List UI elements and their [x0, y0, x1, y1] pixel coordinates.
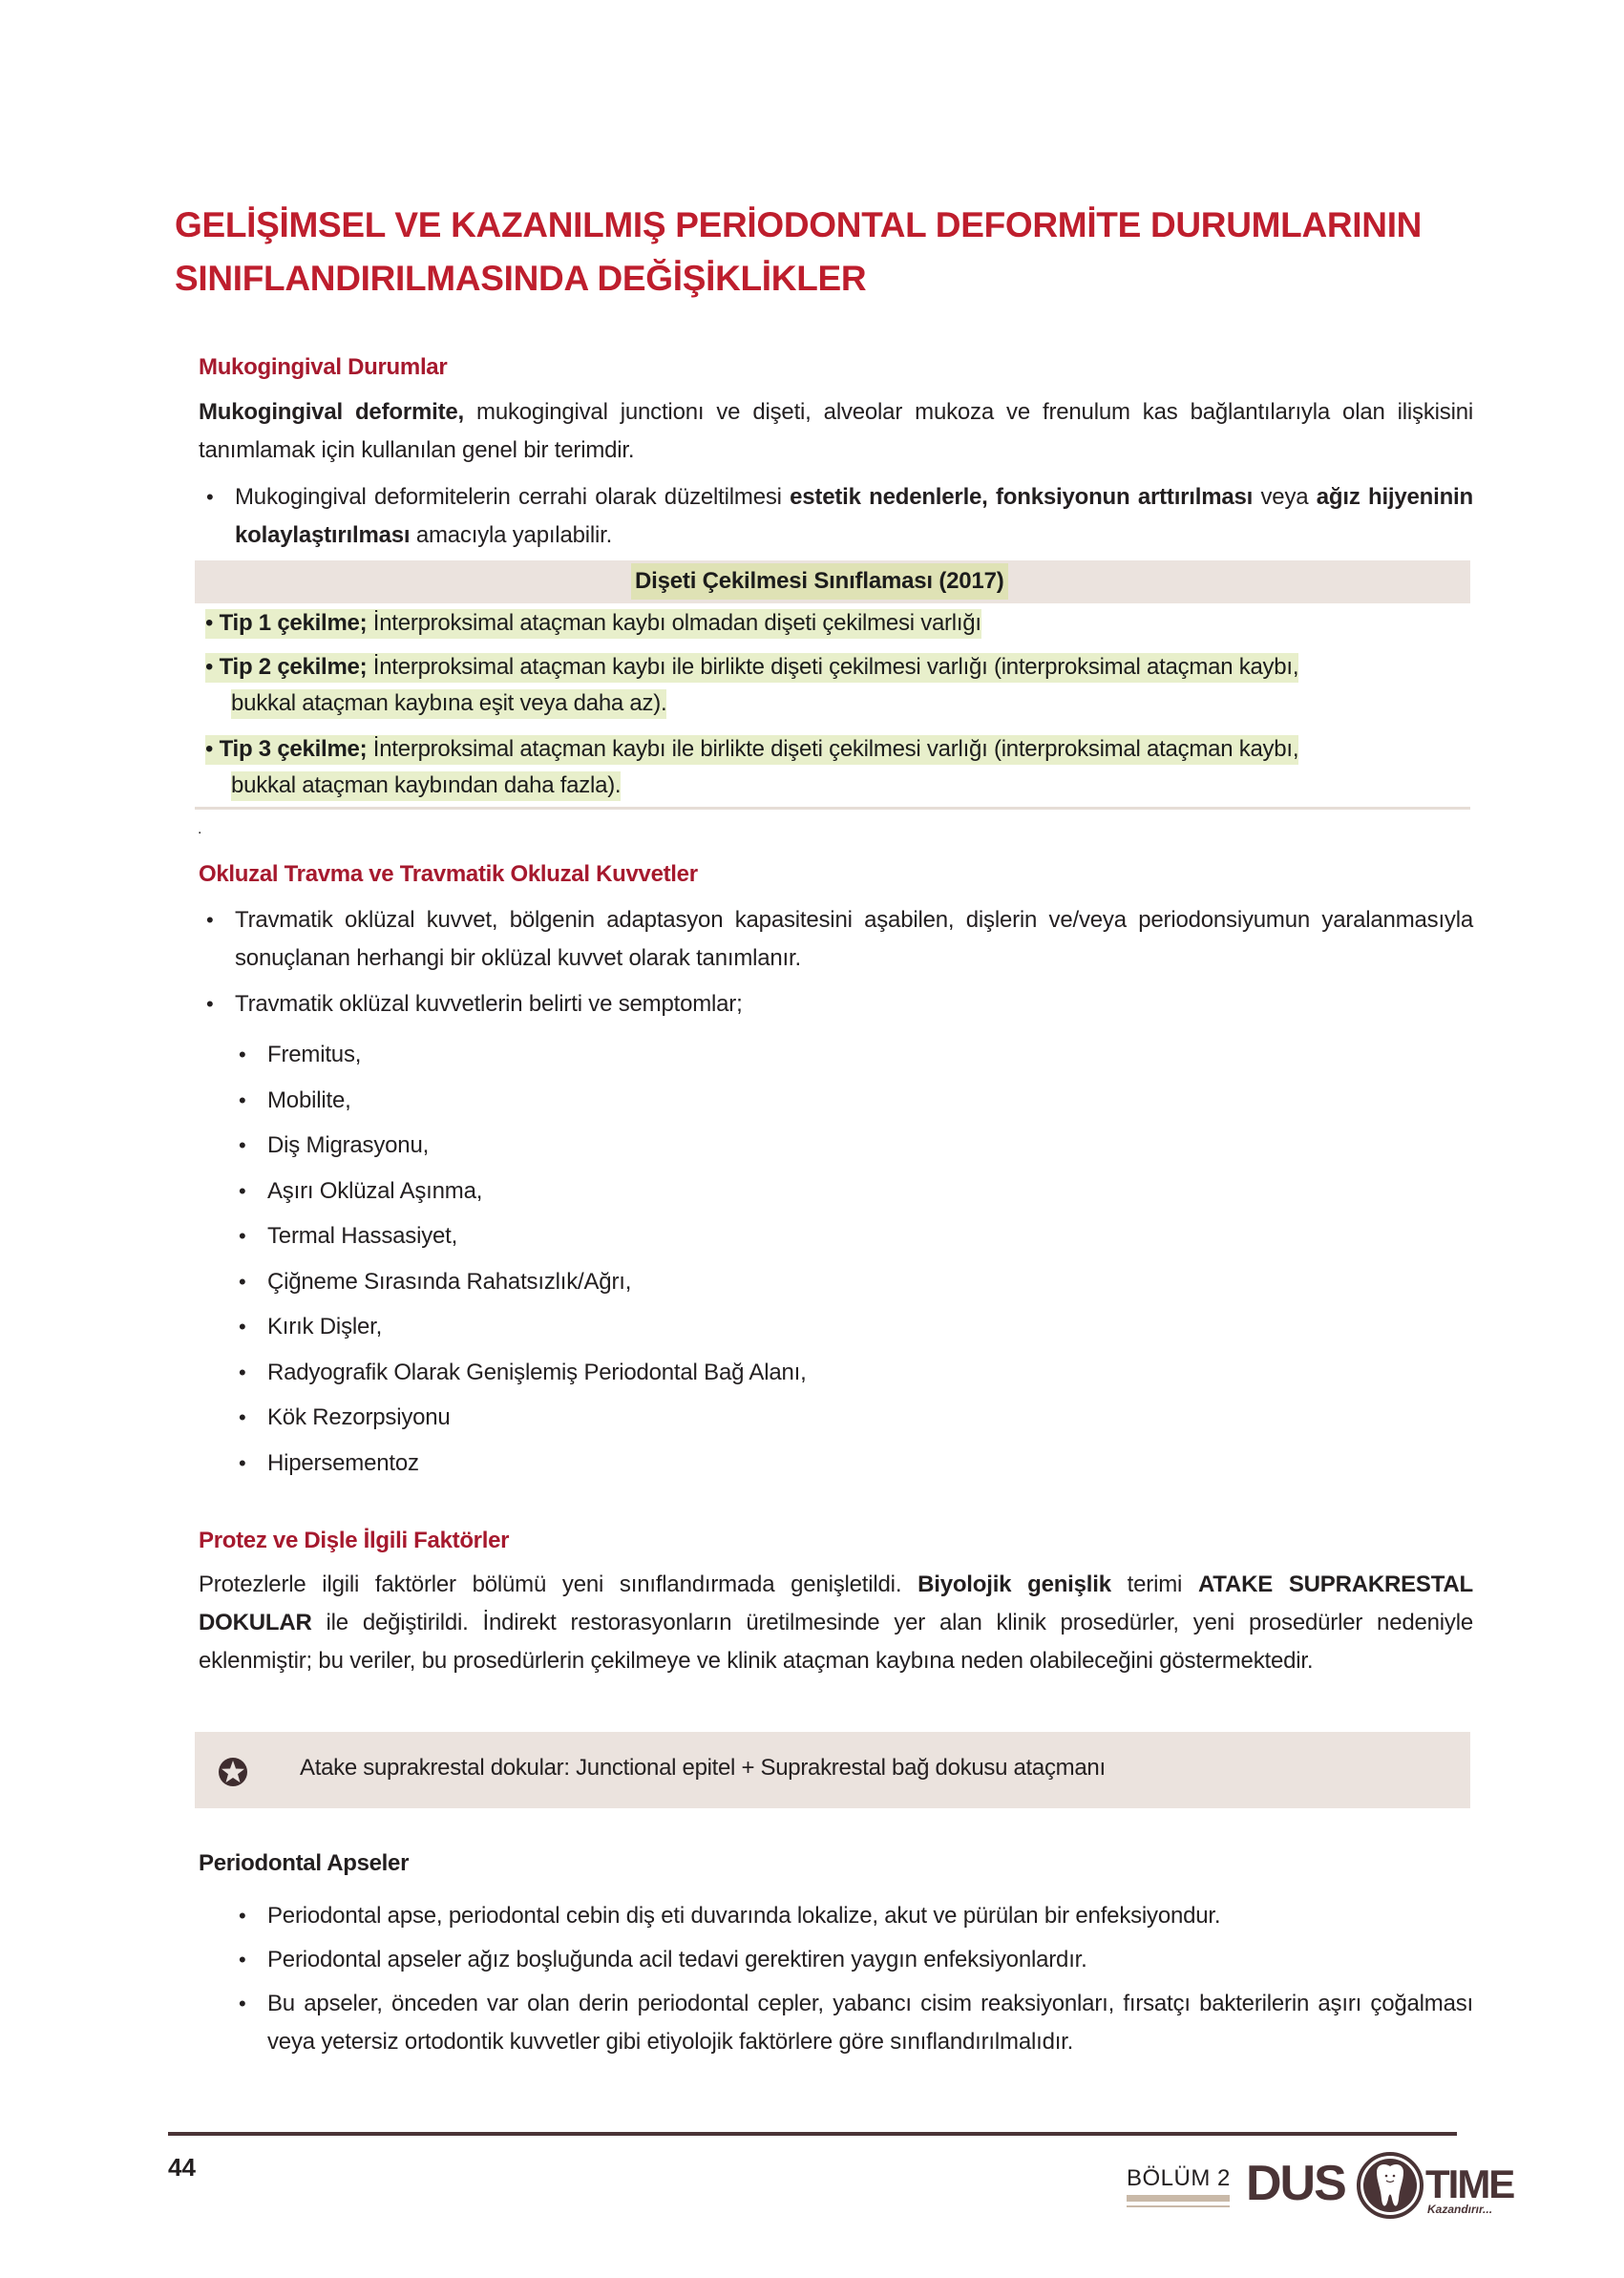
list-item: • Mobilite, — [267, 1078, 1222, 1124]
bullet-icon: • — [206, 908, 214, 932]
tooth-logo-icon — [1356, 2151, 1424, 2220]
brand-name-right: TIME — [1425, 2162, 1514, 2206]
bullet-icon: • — [205, 736, 214, 762]
stray-mark: . — [198, 821, 202, 837]
page-number: 44 — [168, 2153, 196, 2182]
classification-row — [205, 731, 1298, 804]
list-item: • Çiğneme Sırasında Rahatsızlık/Ağrı, — [267, 1259, 1222, 1305]
okluzal-bullets — [206, 901, 1473, 1023]
brand-name-left: DUS — [1246, 2156, 1345, 2211]
classification-bottom-rule — [195, 807, 1470, 810]
note-text: Atake suprakrestal dokular: Junctional epitel + Suprakrestal bağ dokusu ataçmanı — [300, 1755, 1106, 1781]
bullet-icon: • — [239, 1992, 246, 2015]
bullet-icon: • — [239, 1178, 246, 1203]
bullet-icon: • — [206, 485, 214, 509]
mukogingival-bullets — [206, 478, 1473, 555]
row-text-continued: bukkal ataçman kaybından daha fazla). — [231, 771, 621, 801]
list-item: • Hipersementoz — [267, 1441, 1222, 1487]
intro-text: mukogingival junctionı ve dişeti, alveolar mukoza ve frenulum kas bağlantılarıyla olan ilişkisini tanımlamak için kullanılan genel bir terimdir. — [199, 399, 1473, 463]
section-heading-apseler: Periodontal Apseler — [199, 1850, 410, 1876]
list-item: • Termal Hassasiyet, — [267, 1213, 1222, 1259]
bullet-icon: • — [206, 992, 214, 1016]
page-title — [175, 199, 1511, 306]
list-item: • Radyografik Olarak Genişlemiş Periodontal Bağ Alanı, — [267, 1350, 1222, 1396]
mukogingival-intro — [199, 393, 1473, 470]
bullet-icon: • — [239, 1360, 246, 1384]
bullet-icon: • — [239, 1133, 246, 1157]
list-item: • Periodontal apseler ağız boşluğunda acil tedavi gerektiren yaygın enfeksiyonlardır. — [267, 1941, 1473, 1979]
row-label: Tip 1 çekilme; — [219, 610, 368, 636]
row-label: Tip 3 çekilme; — [219, 736, 368, 762]
list-item: • Travmatik oklüzal kuvvetlerin belirti ve semptomlar; — [235, 985, 1473, 1023]
classification-header — [195, 560, 1470, 603]
apseler-bullets — [239, 1897, 1473, 2061]
bullet-icon: • — [239, 1904, 246, 1928]
bullet-icon: • — [239, 1405, 246, 1429]
section-heading-mukogingival: Mukogingival Durumlar — [199, 354, 448, 380]
section-heading-protez: Protez ve Dişle İlgili Faktörler — [199, 1528, 510, 1553]
list-item: • Diş Migrasyonu, — [267, 1123, 1222, 1169]
protez-paragraph: Protezlerle ilgili faktörler bölümü yeni sınıflandırmada genişletildi. Biyolojik genişlik terimi ATAKE SUPRAKRESTAL DOKULAR ile değiştirildi. İndirekt restorasyonların üretilmesinde yer alan klinik prosedürler, yeni prosedürler nedeniyle eklenmiştir; bu veriler, bu prosedürlerin çekilmeye ve klinik ataçman kaybına neden olabileceğini göstermektedir. — [199, 1571, 1474, 1674]
brand-logo — [1246, 2151, 1514, 2227]
bullet-icon: • — [239, 1087, 246, 1112]
list-item: • Mukogingival deformitelerin cerrahi olarak düzeltilmesi estetik nedenlerle, fonksiyonun arttırılması veya ağız hijyeninin kolaylaştırılması amacıyla yapılabilir. — [235, 478, 1473, 555]
bullet-icon: • — [239, 1224, 246, 1248]
bullet-icon: • — [239, 1269, 246, 1294]
chapter-label: BÖLÜM 2 — [1127, 2165, 1231, 2191]
row-text-continued: bukkal ataçman kaybına eşit veya daha az). — [231, 689, 666, 719]
classification-row — [205, 605, 981, 642]
bullet-icon: • — [239, 1043, 246, 1066]
brand-tagline: Kazandırır... — [1427, 2203, 1493, 2216]
page-title-line: SINIFLANDIRILMASINDA DEĞİŞİKLİKLER — [175, 259, 867, 298]
list-item: • Kırık Dişler, — [267, 1304, 1222, 1350]
classification-title: Dişeti Çekilmesi Sınıflaması (2017) — [631, 563, 1008, 600]
classification-row — [205, 649, 1298, 722]
note-box — [195, 1732, 1470, 1808]
symptom-list — [239, 1032, 1222, 1486]
footer-rule — [168, 2132, 1457, 2136]
row-text: İnterproksimal ataçman kaybı ile birlikte dişeti çekilmesi varlığı (interproksimal ataçman kaybı, — [367, 654, 1299, 680]
list-item: • Aşırı Oklüzal Aşınma, — [267, 1169, 1222, 1214]
list-item: • Bu apseler, önceden var olan derin periodontal cepler, yabancı cisim reaksiyonları, fırsatçı bakterilerin aşırı çoğalması veya yetersiz ortodontik kuvvetler gibi etiyolojik faktörlere göre sınıflandırılmalıdır. — [267, 1985, 1473, 2061]
bullet-icon: • — [239, 1315, 246, 1339]
list-item: • Periodontal apse, periodontal cebin diş eti duvarında lokalize, akut ve pürülan bir enfeksiyondur. — [267, 1897, 1473, 1935]
row-label: Tip 2 çekilme; — [219, 654, 368, 680]
bullet-icon: • — [239, 1450, 246, 1475]
list-item: • Travmatik oklüzal kuvvet, bölgenin adaptasyon kapasitesini aşabilen, dişlerin ve/veya periodonsiyumun yaralanmasıyla sonuçlanan herhangi bir oklüzal kuvvet olarak tanımlanır. — [235, 901, 1473, 978]
list-item: • Fremitus, — [267, 1032, 1222, 1078]
page-title-line: GELİŞİMSEL VE KAZANILMIŞ PERİODONTAL DEFORMİTE DURUMLARININ — [175, 205, 1423, 244]
row-text: İnterproksimal ataçman kaybı ile birlikte dişeti çekilmesi varlığı (interproksimal ataçman kaybı, — [367, 736, 1299, 762]
bullet-icon: • — [239, 1948, 246, 1972]
star-icon — [218, 1757, 248, 1787]
chapter-underline — [1127, 2195, 1230, 2202]
bullet-icon: • — [205, 610, 214, 636]
intro-bold: Mukogingival deformite, — [199, 399, 464, 425]
section-heading-okluzal: Okluzal Travma ve Travmatik Okluzal Kuvvetler — [199, 861, 698, 887]
row-text: İnterproksimal ataçman kaybı olmadan dişeti çekilmesi varlığı — [367, 610, 981, 636]
chapter-underline — [1127, 2205, 1230, 2207]
list-item: • Kök Rezorpsiyonu — [267, 1395, 1222, 1441]
bullet-icon: • — [205, 654, 214, 680]
